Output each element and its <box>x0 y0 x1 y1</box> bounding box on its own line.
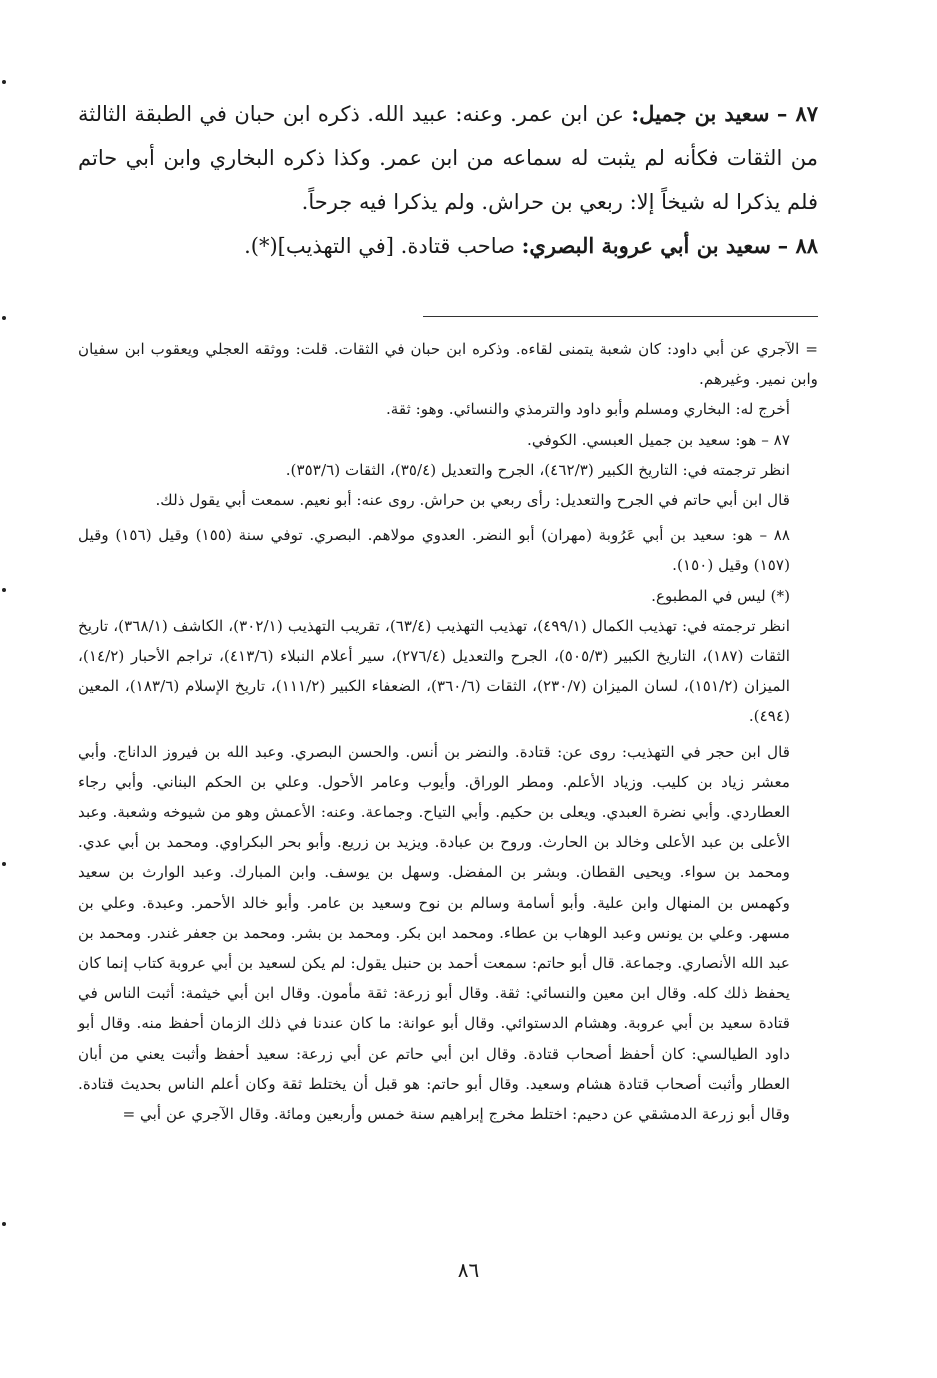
margin-dot <box>2 862 6 866</box>
entry-88 <box>78 224 818 268</box>
entry-name: سعيد بن أبي عروبة البصري: <box>521 233 771 258</box>
entry-number: ٨٨ – <box>777 233 818 258</box>
footnote-line: انظر ترجمته في: تهذيب الكمال (٤٩٩/١)، تهذيب التهذيب (٦٣/٤)، تقريب التهذيب (٣٠٢/١)، الكاشف (٣٦٨/١)، تاريخ الثقات (١٨٧)، التاريخ الكبير (٥٠٥/٣)، الجرح والتعديل (٢٧٦/٤)، سير أعلام النبلاء (٤١٣/٦)، تراجم الأحبار (١٤/٢)، الميزان (١٥١/٢)، لسان الميزان (٢٣٠/٧)، الثقات (٣٦٠/٦)، الضعفاء الكبير (١١١/٢)، تاريخ الإسلام (١٨٣/٦)، المعين (٤٩٤). <box>78 616 791 726</box>
entry-number: ٨٧ – <box>776 101 818 126</box>
margin-dot <box>2 588 6 592</box>
entry-name: سعيد بن جميل: <box>631 101 770 126</box>
margin-dot <box>2 1222 6 1226</box>
page-number: ٨٦ <box>457 1258 480 1282</box>
footnotes <box>78 334 818 1129</box>
footnote-separator <box>423 316 818 317</box>
footnote-88-heading: ٨٨ – هو: سعيد بن أبي عَرُوبة (مهران) أبو النضر. العدوي مولاهم. البصري. توفي سنة (١٥٥) وقيل (١٥٦) وقيل (١٥٧) وقيل (١٥٠). <box>78 526 791 575</box>
entry-87 <box>78 92 818 224</box>
margin-dot <box>2 80 6 84</box>
footnote-line: قال ابن أبي حاتم في الجرح والتعديل: رأى ربعي بن حراش. روى عنه: أبو نعيم. سمعت أبي يقول ذلك. <box>155 491 790 510</box>
entry-text: صاحب قتادة. [في التهذيب](*). <box>244 234 522 258</box>
main-text <box>78 92 818 268</box>
footnote-line: أخرج له: البخاري ومسلم وأبو داود والترمذي والنسائي. وهو: ثقة. <box>385 400 790 419</box>
entry-text: عن ابن عمر. وعنه: عبيد الله. ذكره ابن حبان في الطبقة الثالثة من الثقات فكأنه لم يثبت له سماعه من ابن عمر. وكذا ذكره البخاري وابن أبي حاتم فلم يذكرا له شيخاً إلا: ربعي بن حراش. ولم يذكرا فيه جرحاً. <box>78 102 818 214</box>
footnote-line: قال ابن حجر في التهذيب: روى عن: قتادة. والنضر بن أنس. والحسن البصري. وعبد الله بن فيروز الداناج. وأبي معشر زياد بن كليب. وزياد الأعلم. ومطر الوراق. وأيوب وعامر الأحول. وعلي بن الحكم البناني. وأبي رجاء العطاردي. وأبي نضرة العبدي. ويعلى بن حكيم. وأبي التياح. وجماعة. وعنه: الأعمش وهو من شيوخه وشعبة. وعبد الأعلى بن عبد الأعلى وخالد بن الحارث. وروح بن عبادة. ويزيد بن زريع. وأبو بحر البكراوي. ومحمد بن أبي عدي. ومحمد بن سواء. ويحيى القطان. وبشر بن المفضل. وسهل بن يوسف. وابن المبارك. وعبد الوارث بن سعيد وكهمس بن المنهال وابن علية. وأبو أسامة وسالم بن نوح وسعيد بن عامر. وأبو خالد الأحمر. وعبدة. وعلي بن مسهر. وعلي بن يونس وعبد الوهاب بن عطاء. ومحمد ابن بكر. ومحمد بن بشر. ومحمد بن جعفر غندر. ومحمد بن عبد الله الأنصاري. وجماعة. قال أبو حاتم: سمعت أحمد بن حنبل يقول: لم يكن لسعيد بن أبي عروبة كتاب إنما كان يحفظ ذلك كله. وقال ابن معين والنسائي: ثقة. وقال أبو زرعة: ثقة مأمون. وقال ابن أبي خيثمة: أثبت الناس في قتادة سعيد بن أبي عروبة. وهشام الدستوائي. وقال أبو عوانة: ما كان عندنا في ذلك الزمان أحفظ منه. وقال أبو داود الطيالسي: كان أحفظ أصحاب قتادة. وقال ابن أبي حاتم عن أبي زرعة: سعيد أحفظ وأثبت يعني من أبان العطار وأثبت أصحاب قتادة هشام وسعيد. وقال أبو حاتم: هو قبل أن يختلط ثقة وكان أعلم الناس بحديث قتادة. وقال أبو زرعة الدمشقي عن دحيم: اختلط مخرج إبراهيم سنة خمس وأربعين ومائة. وقال الآجري عن أبي = <box>78 742 790 1124</box>
footnote-continuation: = الآجري عن أبي داود: كان شعبة يتمنى لقاءه. وذكره ابن حبان في الثقات. قلت: ووثقه العجلي ويعقوب ابن سفيان وابن نمير. وغيرهم. <box>78 340 818 389</box>
footnote-star: (*) ليس في المطبوع. <box>651 586 790 605</box>
footnote-87-heading: ٨٧ – هو: سعيد بن جميل العبسي. الكوفي. <box>527 430 790 449</box>
footnote-line: انظر ترجمته في: التاريخ الكبير (٤٦٢/٣)، الجرح والتعديل (٣٥/٤)، الثقات (٣٥٣/٦). <box>285 460 790 479</box>
margin-dot <box>2 316 6 320</box>
